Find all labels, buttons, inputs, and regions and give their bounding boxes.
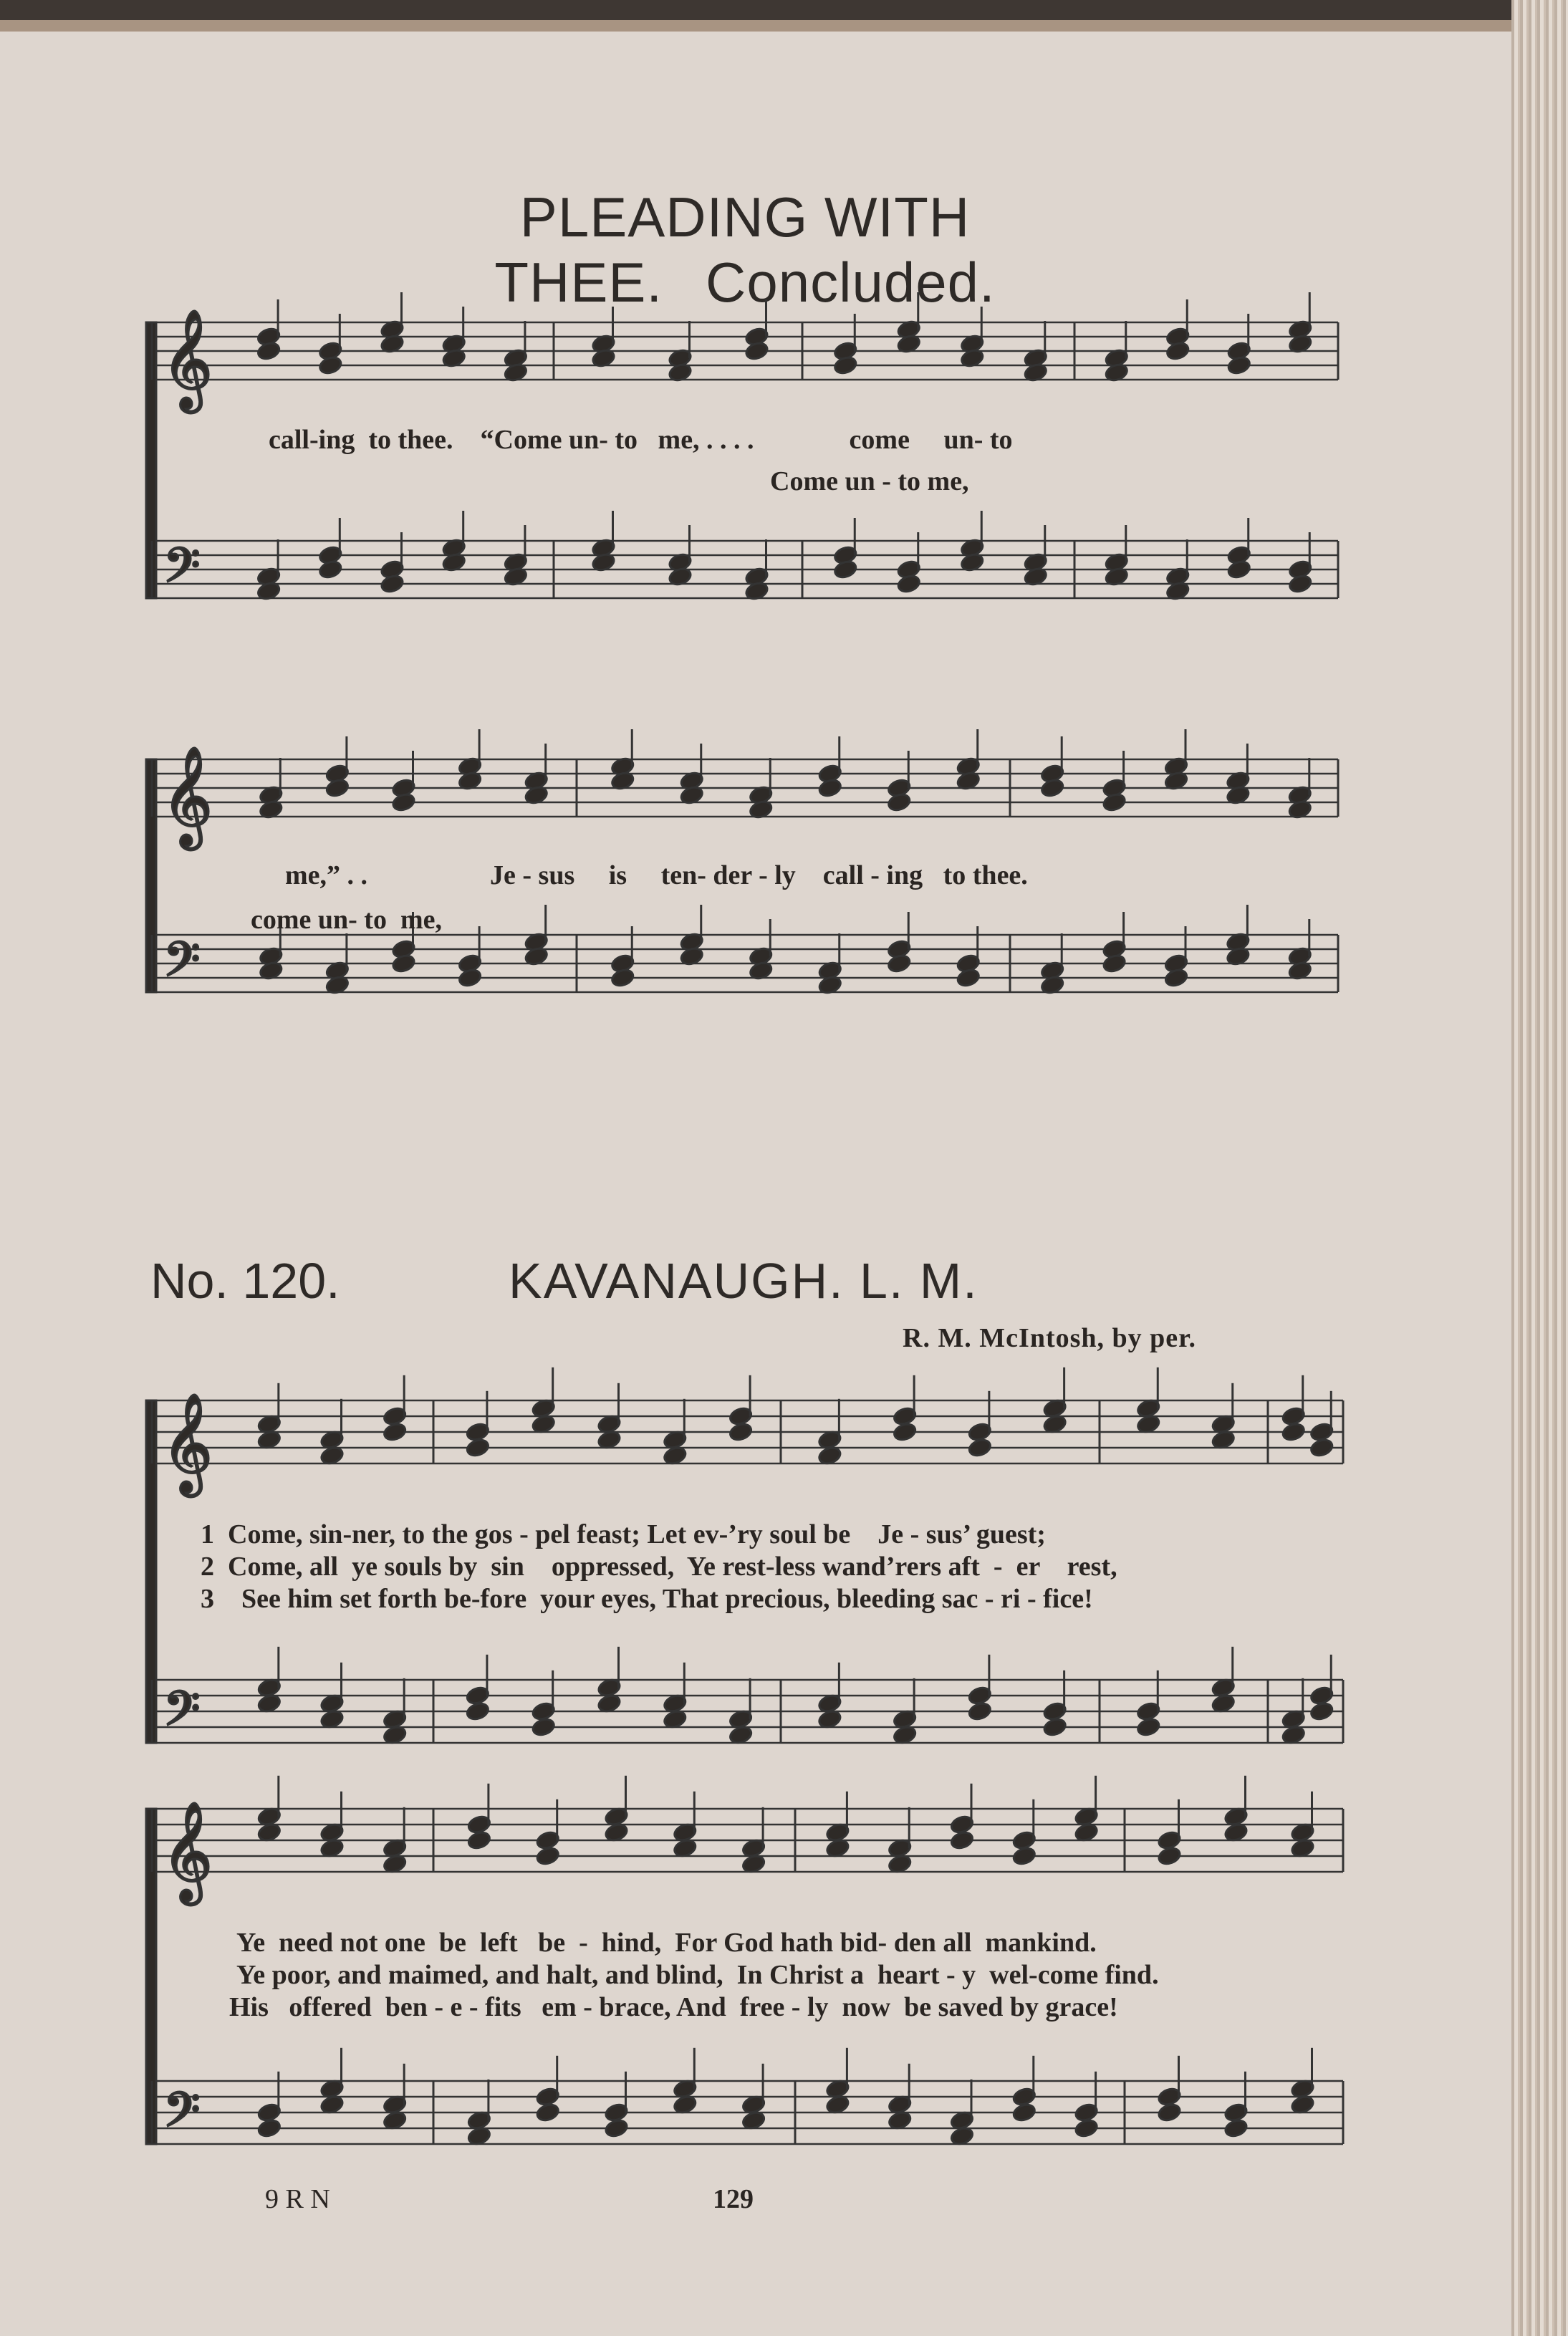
lyric-line: me,” . . Je - sus is ten- der - ly call - ing to thee. xyxy=(285,860,1028,890)
note-head xyxy=(1309,1701,1334,1721)
note-head xyxy=(465,1701,490,1721)
note-head xyxy=(256,2118,282,2138)
bass-clef-icon: 𝄢 xyxy=(163,1681,201,1748)
book-spine-edge xyxy=(1511,0,1568,2336)
note-head xyxy=(1281,1421,1306,1442)
note-head xyxy=(1136,1716,1161,1737)
note-head xyxy=(728,1421,754,1442)
lyric-line: call-ing to thee. “Come un- to me, . . . . come un- to xyxy=(269,425,1013,455)
note-head xyxy=(893,1421,918,1442)
song-title-concluded: Concluded. xyxy=(706,251,996,314)
note-head xyxy=(466,1830,491,1850)
note-head xyxy=(967,1701,992,1721)
verse-line: 3 See him set forth be-fore your eyes, That precious, bleeding sac - ri - fice! xyxy=(201,1584,1093,1614)
note-head xyxy=(465,1437,490,1458)
lyric-line-alto: Come un - to me, xyxy=(770,466,969,496)
note-head xyxy=(967,1437,992,1458)
hymn-title: KAVANAUGH. L. M. xyxy=(509,1253,978,1309)
note-head xyxy=(1223,2118,1249,2138)
song-title-main: PLEADING WITH THEE. xyxy=(494,186,971,314)
note-head xyxy=(1157,2102,1182,2123)
note-head xyxy=(535,1845,560,1866)
treble-clef-icon: 𝄞 xyxy=(162,1802,213,1901)
note-head xyxy=(535,2102,560,2123)
note-head xyxy=(531,1716,556,1737)
page-number: 129 xyxy=(713,2184,754,2214)
verse-line: Ye need not one be left be - hind, For God hath bid- den all mankind. xyxy=(236,1928,1097,1958)
verse-line: His offered ben - e - fits em - brace, And free - ly now be saved by grace! xyxy=(229,1992,1118,2022)
note-head xyxy=(604,2118,629,2138)
verse-line: Ye poor, and maimed, and halt, and blind, In Christ a heart - y wel-come find. xyxy=(236,1960,1159,1990)
treble-clef-icon: 𝄞 xyxy=(162,1393,213,1493)
note-head xyxy=(1011,1845,1036,1866)
note-head xyxy=(949,1830,974,1850)
note-head xyxy=(1157,1845,1182,1866)
bass-clef-icon: 𝄢 xyxy=(163,2082,201,2149)
lyric-line-alto: come un- to me, xyxy=(251,905,442,935)
note-head xyxy=(1074,2118,1099,2138)
hymn-number: No. 120. xyxy=(150,1253,340,1309)
note-head xyxy=(383,1421,408,1442)
composer-credit: R. M. McIntosh, by per. xyxy=(903,1323,1197,1353)
printer-signature: 9 R N xyxy=(265,2184,330,2214)
note-head xyxy=(1011,2102,1036,2123)
verse-line: 2 Come, all ye souls by sin oppressed, Ye rest-less wand’rers aft - er rest, xyxy=(201,1552,1117,1582)
bass-clef-icon: 𝄢 xyxy=(163,538,201,605)
treble-clef-icon: 𝄞 xyxy=(162,309,213,409)
note-head xyxy=(1309,1437,1334,1458)
bass-clef-icon: 𝄢 xyxy=(163,932,201,999)
note-head xyxy=(1042,1716,1067,1737)
verse-line: 1 Come, sin-ner, to the gos - pel feast; Let ev-’ry soul be Je - sus’ guest; xyxy=(201,1519,1046,1549)
treble-clef-icon: 𝄞 xyxy=(162,746,213,846)
